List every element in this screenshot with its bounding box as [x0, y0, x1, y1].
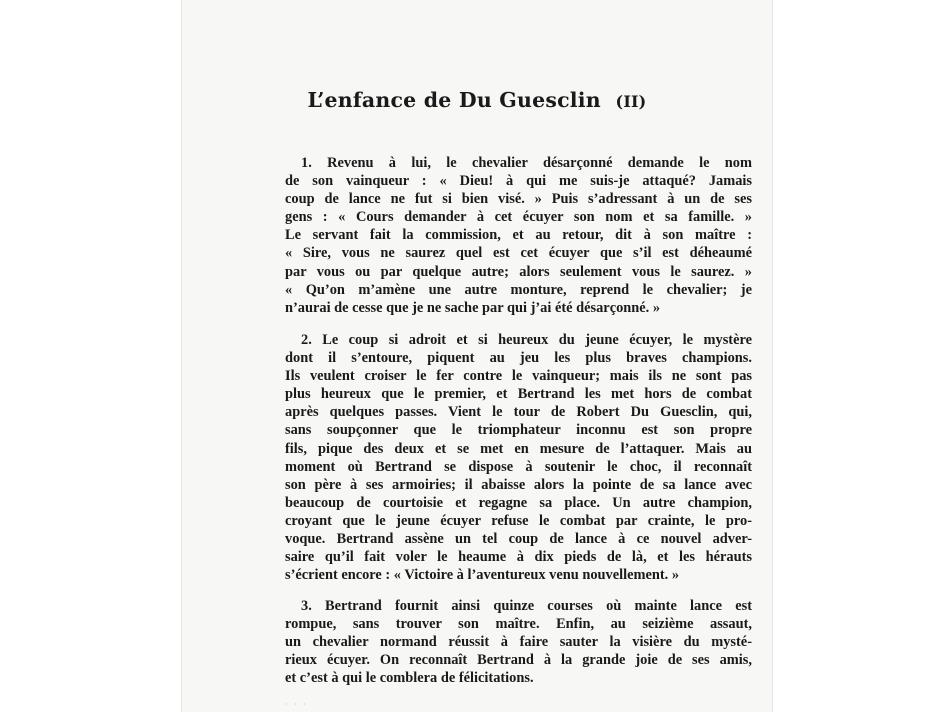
page-title	[182, 88, 772, 112]
paragraph-line: Le servant fait la commission, et au retour, dit à son maître :	[285, 227, 752, 244]
paragraph-line: voque. Bertrand assène un tel coup de lance à ce nouvel adver-	[285, 531, 752, 548]
paragraph-line: gens : « Cours demander à cet écuyer son nom et sa famille. »	[285, 209, 752, 226]
paragraph-line: après quelques passes. Vient le tour de Robert Du Guesclin, qui,	[285, 404, 752, 421]
paragraph-line: saire qu’il fait voler le heaume à dix pieds de là, et les hérauts	[285, 549, 752, 566]
page-footer-mark: · · ·	[285, 700, 308, 709]
paragraph-line: fils, pique des deux et se met en mesure de l’attaquer. Mais au	[285, 440, 752, 457]
paragraph-line: « Qu’on m’amène une autre monture, reprend le chevalier; je	[285, 281, 752, 298]
paragraph-3	[285, 597, 752, 687]
paragraph-line: s’écrient encore : « Victoire à l’aventureux venu nouvellement. »	[285, 567, 680, 584]
paragraph-2	[285, 331, 752, 584]
paragraph-line: son père à ses armoiries; il abaisse alors la pointe de sa lance avec	[285, 476, 752, 493]
paragraph-line: Ils veulent croiser le fer contre le vainqueur; mais ils ne sont pas	[285, 368, 752, 385]
paragraph-line: dont il s’entoure, piquent au jeu les plus braves champions.	[285, 350, 752, 367]
paragraph-1	[285, 154, 752, 317]
paragraph-line: croyant que le jeune écuyer refuse le combat par crainte, le pro-	[285, 512, 752, 529]
paragraph-line: un chevalier normand réussit à faire sauter la visière du mysté-	[285, 634, 752, 651]
paragraph-line: sans soupçonner que le triomphateur inconnu est son propre	[285, 422, 752, 439]
title-part-number: (II)	[615, 92, 647, 111]
paragraph-line: rieux écuyer. On reconnaît Bertrand à la grande joie de ses amis,	[285, 652, 752, 669]
paragraph-line: « Sire, vous ne saurez quel est cet écuyer que s’il est déheaumé	[285, 245, 752, 262]
paragraph-line: moment où Bertrand se dispose à soutenir le choc, il reconnaît	[285, 458, 752, 475]
paragraph-line: n’aurai de cesse que je ne sache par qui j’ai été désarçonné. »	[285, 299, 661, 316]
paragraph-line: 2. Le coup si adroit et si heureux du jeune écuyer, le mystère	[301, 332, 752, 348]
paragraph-line: de son vainqueur : « Dieu! à qui me suis-je attaqué? Jamais	[285, 173, 752, 190]
title-main: L’enfance de Du Guesclin	[307, 88, 601, 112]
paragraph-line: 3. Bertrand fournit ainsi quinze courses où mainte lance est	[301, 598, 752, 614]
paragraph-line: coup de lance ne fut si bien visé. » Puis s’adressant à un de ses	[285, 191, 752, 208]
paragraph-line: par vous ou par quelque autre; alors seulement vous le saurez. »	[285, 263, 752, 280]
paragraph-line: plus heureux que le premier, et Bertrand les met hors de combat	[285, 386, 752, 403]
paragraph-line: rompue, sans trouver son maître. Enfin, au seizième assaut,	[285, 616, 752, 633]
book-page	[181, 0, 773, 712]
paragraph-line: 1. Revenu à lui, le chevalier désarçonné demande le nom	[301, 155, 752, 171]
paragraph-line: et c’est à qui le comblera de félicitations.	[285, 670, 534, 687]
paragraph-line: beaucoup de courtoisie et regagne sa place. Un autre champion,	[285, 494, 752, 511]
